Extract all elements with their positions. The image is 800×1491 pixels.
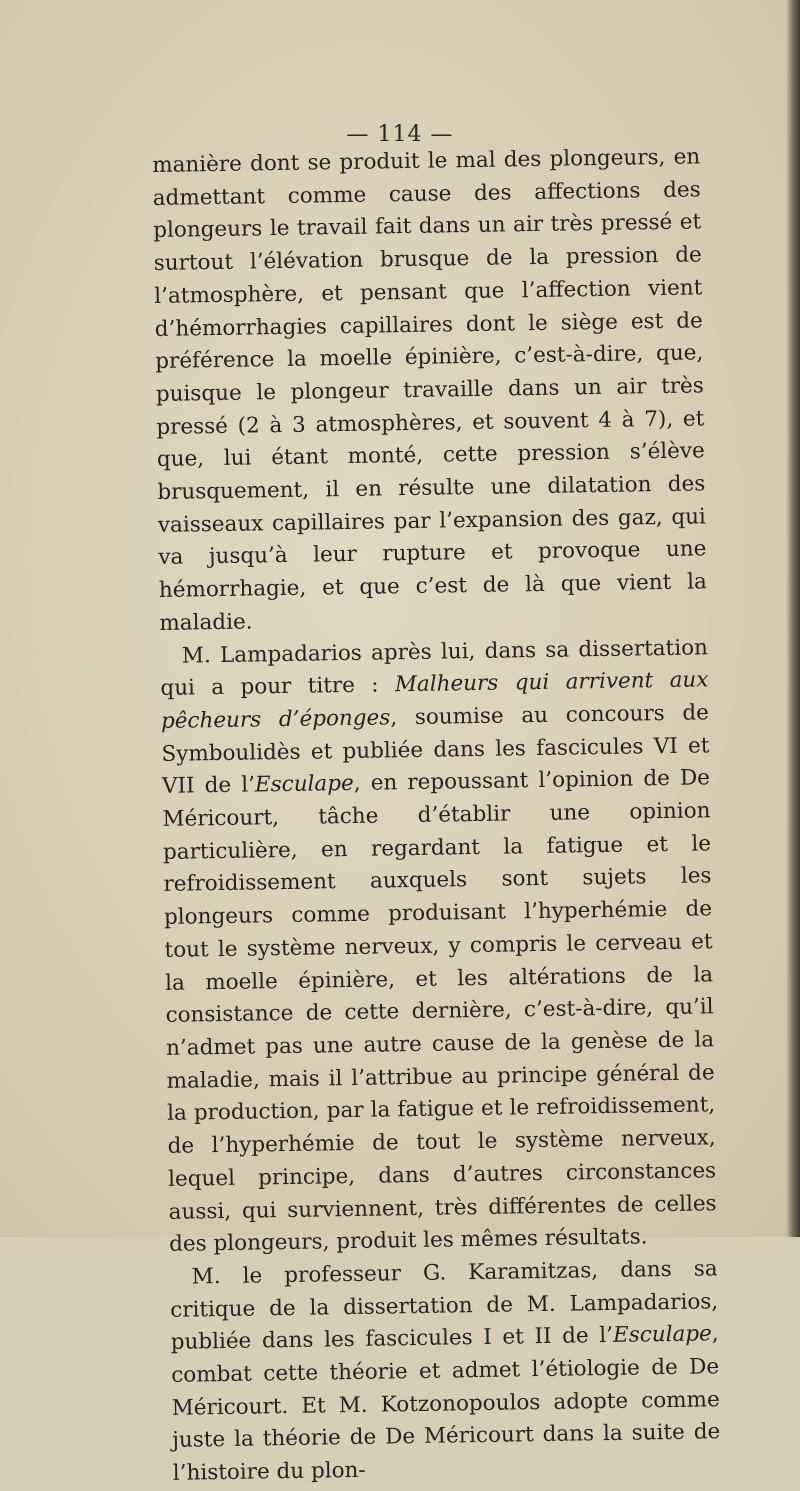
text-segment: manière dont se produit le mal des plongeurs, en admettant comme cause des affections des plongeurs le travail fait dans un air très pressé et surtout l’élévation brusque de la pression de l’atmosphère, et pensant que l’affection vient d’hémorrhagies capillaires dont le siège est de préférence la moelle épinière, c’est-à-dire, que, puisque le plongeur travaille dans un air très pressé (2 à 3 atmosphères, et souvent 4 à 7), et que, lui étant monté, cette pression s’élève brusquement, il en résulte une dilatation des vaisseaux capillaires par l’expansion des gaz, qui va jusqu’à leur rupture et provoque une hémorrhagie, et que c’est de là que vient la maladie. [152, 144, 708, 636]
text-segment: M. le professeur G. Karamitzas, dans sa critique de la dissertation de M. Lampadarios, publiée dans les fascicules I et II de l’ [170, 1256, 719, 1356]
text-segment: , combat cette théorie et admet l’étiologie de De Méricourt. Et M. Kotzonopoulos adopte comme juste la théorie de De Méricourt dans la suite de l’histoire du plon- [171, 1321, 721, 1486]
page-number: — 114 — [346, 122, 454, 147]
italic-journal-name: Esculape [612, 1321, 713, 1349]
paragraph-1 [152, 141, 708, 640]
text-segment: M. Lampadarios après lui, dans sa dissertation qui a pour titre : [160, 634, 709, 702]
paragraph-2 [160, 632, 718, 1262]
text-segment: , en repoussant l’opinion de De Méricourt, tâche d’établir une opinion particulière, en regardant la fatigue et le refroidissement auxquels sont sujets les plongeurs comme produisant l’hyperhémie de tout le système nerveux, y compris le cerveau et la moelle épinière, et les altérations de la consistance de cette dernière, c’est-à-dire, qu’il n’admet pas une autre cause de la genèse de la maladie, mais il l’attribue au principe général de la production, par la fatigue et le refroidissement, de l’hyperhémie de tout le système nerveux, lequel principe, dans d’autres circonstances aussi, qui surviennent, très différentes de celles des plongeurs, produit les mêmes résultats. [162, 765, 717, 1258]
body-text [152, 141, 721, 1490]
paragraph-3 [169, 1253, 721, 1491]
page-edge-shadow [786, 0, 800, 1237]
italic-journal-name: Esculape [254, 771, 354, 798]
italic-title: Malheurs qui arrivent aux pêcheurs d’éponges [160, 667, 709, 734]
text-segment: , soumise au concours de Symboulidès et publiée dans les fascicules VI et VII de l’ [161, 700, 710, 800]
